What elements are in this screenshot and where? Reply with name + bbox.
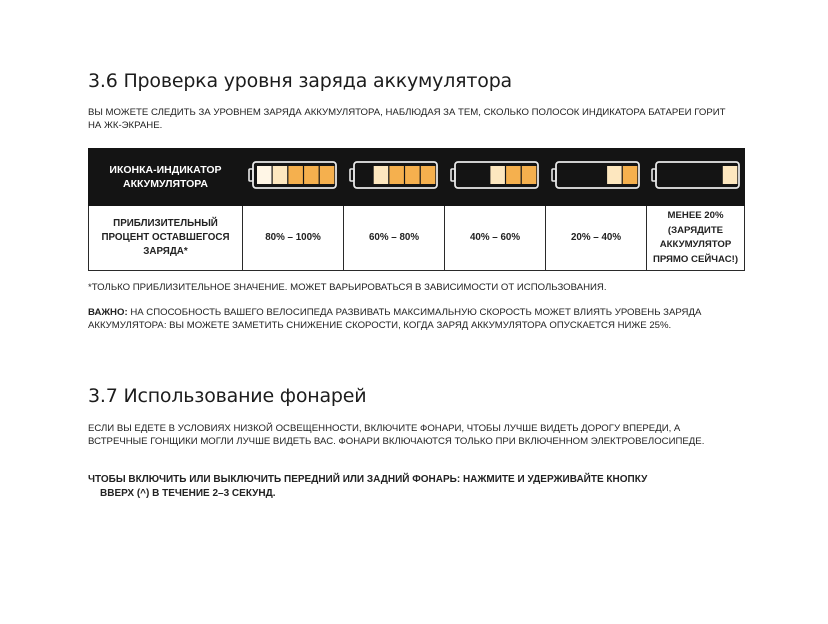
battery-bar-lit (273, 166, 288, 184)
battery-bar-lit (257, 166, 272, 184)
battery-bar-off (660, 166, 675, 184)
percent-header-cell: ПРИБЛИЗИТЕЛЬНЫЙ ПРОЦЕНТ ОСТАВШЕГОСЯ ЗАРЯДА* (89, 206, 243, 271)
battery-icon-row (89, 149, 745, 206)
important-label: ВАЖНО: (88, 307, 128, 318)
battery-bar-lit (304, 166, 319, 184)
battery-bar-lit (320, 166, 335, 184)
percent-cell: 40% – 60% (445, 206, 546, 271)
instruction-line-2: ВВЕРХ (^) В ТЕЧЕНИЕ 2–3 СЕКУНД. (100, 488, 276, 499)
percent-cell: МЕНЕЕ 20% (ЗАРЯДИТЕ АККУМУЛЯТОР ПРЯМО СЕЙЧАС!) (647, 206, 745, 271)
footnote-text: *ТОЛЬКО ПРИБЛИЗИТЕЛЬНОЕ ЗНАЧЕНИЕ. МОЖЕТ ВАРЬИРОВАТЬСЯ В ЗАВИСИМОСТИ ОТ ИСПОЛЬЗОВАНИЯ. (88, 282, 607, 293)
battery-bar-lit (389, 166, 404, 184)
battery-bar-off (358, 166, 373, 184)
lights-instruction (88, 473, 738, 501)
section-title-lights: 3.7 Использование фонарей (88, 385, 367, 407)
battery-bar-lit (623, 166, 638, 184)
battery-4-bars-icon (349, 159, 439, 191)
battery-bar-lit (421, 166, 436, 184)
battery-bar-off (707, 166, 722, 184)
section-title-battery: 3.6 Проверка уровня заряда аккумулятора (88, 70, 512, 92)
battery-bar-lit (405, 166, 420, 184)
battery-5-bars-icon (248, 159, 338, 191)
battery-icon-cell (647, 149, 745, 206)
battery-bar-off (475, 166, 490, 184)
battery-bar-off (576, 166, 591, 184)
battery-2-bars-icon (551, 159, 641, 191)
battery-bar-lit (607, 166, 622, 184)
battery-icon-cell (546, 149, 647, 206)
battery-bar-lit (490, 166, 505, 184)
important-text: НА СПОСОБНОСТЬ ВАШЕГО ВЕЛОСИПЕДА РАЗВИВАТЬ МАКСИМАЛЬНУЮ СКОРОСТЬ МОЖЕТ ВЛИЯТЬ УРОВЕНЬ ЗАРЯДА АККУМУЛЯТОРА: ВЫ МОЖЕТЕ ЗАМЕТИТЬ СНИЖЕНИЕ СКОРОСТИ, КОГДА ЗАРЯД АККУМУЛЯТОРА ОПУСКАЕТСЯ НИЖЕ 25%. (88, 307, 702, 332)
battery-level-table (88, 148, 745, 271)
important-note (88, 306, 736, 332)
battery-bar-lit (374, 166, 389, 184)
battery-3-bars-icon (450, 159, 540, 191)
battery-bar-off (675, 166, 690, 184)
battery-bar-lit (506, 166, 520, 184)
battery-bar-off (591, 166, 606, 184)
percent-cell: 20% – 40% (546, 206, 647, 271)
battery-icon-cell (344, 149, 445, 206)
percent-cell: 60% – 80% (344, 206, 445, 271)
lights-body-text: ЕСЛИ ВЫ ЕДЕТЕ В УСЛОВИЯХ НИЗКОЙ ОСВЕЩЕННОСТИ, ВКЛЮЧИТЕ ФОНАРИ, ЧТОБЫ ЛУЧШЕ ВИДЕТЬ ДОРОГУ ВПЕРЕДИ, А ВСТРЕЧНЫЕ ГОНЩИКИ МОГЛИ ЛУЧШЕ ВИДЕТЬ ВАС. ФОНАРИ ВКЛЮЧАЮТСЯ ТОЛЬКО ПРИ ВКЛЮЧЕННОМ ЭЛЕКТРОВЕЛОСИПЕДЕ. (88, 423, 705, 448)
battery-bar-off (691, 166, 706, 184)
battery-intro-text: ВЫ МОЖЕТЕ СЛЕДИТЬ ЗА УРОВНЕМ ЗАРЯДА АККУМУЛЯТОРА, НАБЛЮДАЯ ЗА ТЕМ, СКОЛЬКО ПОЛОСОК ИНДИКАТОРА БАТАРЕИ ГОРИТ НА ЖК-ЭКРАНЕ. (88, 107, 726, 132)
battery-bar-lit (288, 166, 303, 184)
battery-bar-off (459, 166, 474, 184)
percent-row (89, 206, 745, 271)
battery-bar-lit (722, 166, 737, 184)
percent-cell: 80% – 100% (243, 206, 344, 271)
battery-icon-cell (243, 149, 344, 206)
battery-icon-cell (445, 149, 546, 206)
battery-bar-lit (522, 166, 537, 184)
battery-bar-off (560, 166, 575, 184)
battery-1-bar-icon (651, 159, 741, 191)
icon-header-cell: ИКОНКА-ИНДИКАТОР АККУМУЛЯТОРА (89, 149, 243, 206)
instruction-line-1: ЧТОБЫ ВКЛЮЧИТЬ ИЛИ ВЫКЛЮЧИТЬ ПЕРЕДНИЙ ИЛИ ЗАДНИЙ ФОНАРЬ: НАЖМИТЕ И УДЕРЖИВАЙТЕ КНОПКУ (88, 474, 648, 485)
